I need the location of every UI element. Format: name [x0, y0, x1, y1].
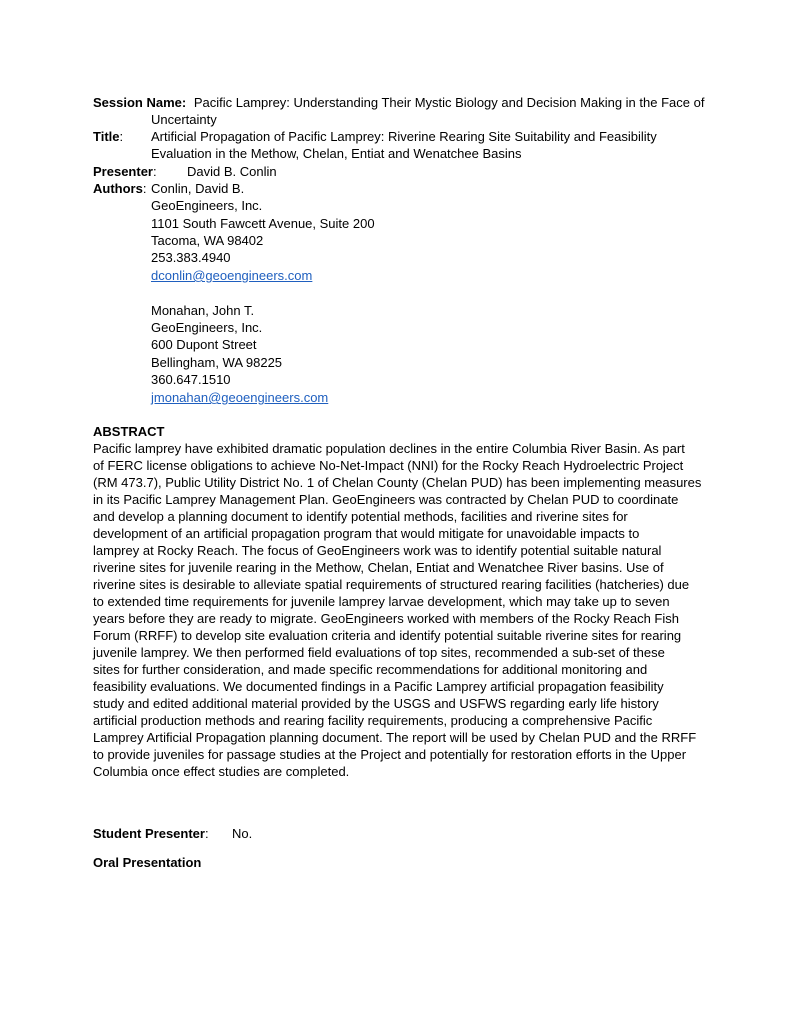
author-organization: GeoEngineers, Inc. — [151, 320, 263, 335]
abstract-line: (RM 473.7), Public Utility District No. 1 of Chelan County (Chelan PUD) has been implementing measures — [93, 475, 702, 490]
presenter-label: Presenter — [93, 164, 153, 179]
abstract-line: Columbia once effect studies are completed. — [93, 764, 350, 779]
authors-label: Authors — [93, 181, 143, 196]
presenter-name: David B. Conlin — [187, 164, 277, 179]
session-name-row — [93, 94, 704, 111]
student-presenter-colon: : — [204, 826, 209, 841]
abstract-line: and develop a planning document to identify potential methods, facilities and riverine sites for — [93, 509, 628, 524]
author-name: Conlin, David B. — [151, 181, 245, 196]
abstract-line: to provide juveniles for passage studies at the Project and potentially for restoration efforts in the Upper — [93, 747, 687, 762]
presentation-format: Oral Presentation — [93, 855, 202, 870]
abstract-line: Lamprey Artificial Propagation planning document. The report will be used by Chelan PUD and the RRFF — [93, 730, 697, 745]
authors-row — [93, 180, 146, 197]
presenter-colon: : — [152, 164, 157, 179]
student-presenter-value: No. — [232, 826, 253, 841]
student-presenter-row — [93, 825, 253, 842]
abstract-line: of FERC license obligations to achieve No-Net-Impact (NNI) for the Rocky Reach Hydroelectric Project — [93, 458, 684, 473]
abstract-line: juvenile lamprey. We then performed field evaluations of top sites, recommended a sub-set of these — [93, 645, 665, 660]
title-colon: : — [119, 129, 124, 144]
abstract-body — [93, 440, 705, 780]
author-email-link[interactable]: dconlin@geoengineers.com — [151, 268, 313, 283]
abstract-line: feasibility evaluations. We documented findings in a Pacific Lamprey artificial propagation feasibility — [93, 679, 664, 694]
author-street: 1101 South Fawcett Avenue, Suite 200 — [151, 216, 375, 231]
session-name-continuation: Uncertainty — [151, 112, 217, 127]
authors-colon: : — [142, 181, 147, 196]
abstract-line: riverine sites for juvenile rearing in the Methow, Chelan, Entiat and Wenatchee River basins. Use of — [93, 560, 664, 575]
author-phone: 360.647.1510 — [151, 372, 231, 387]
title-continuation: Evaluation in the Methow, Chelan, Entiat and Wenatchee Basins — [151, 146, 522, 161]
session-name-label: Session Name: — [93, 95, 187, 110]
abstract-line: sites for further consideration, and made specific recommendations for additional monitoring and — [93, 662, 648, 677]
author-city: Bellingham, WA 98225 — [151, 355, 283, 370]
author-name: Monahan, John T. — [151, 303, 255, 318]
title-label: Title — [93, 129, 120, 144]
abstract-line: Pacific lamprey have exhibited dramatic population declines in the entire Columbia River Basin. As part — [93, 441, 685, 456]
abstract-line: years before they are ready to migrate. GeoEngineers worked with members of the Rocky Reach Fish — [93, 611, 679, 626]
title-row — [93, 128, 123, 145]
author-email-link[interactable]: jmonahan@geoengineers.com — [151, 390, 329, 405]
abstract-line: lamprey at Rocky Reach. The focus of GeoEngineers work was to identify potential suitable natural — [93, 543, 662, 558]
author-phone: 253.383.4940 — [151, 250, 231, 265]
author-street: 600 Dupont Street — [151, 337, 257, 352]
abstract-heading: ABSTRACT — [93, 424, 165, 439]
abstract-line: study and edited additional material provided by the USGS and USFWS regarding early life history — [93, 696, 659, 711]
abstract-line: artificial production methods and rearing facility requirements, producing a comprehensive Pacific — [93, 713, 653, 728]
author-city: Tacoma, WA 98402 — [151, 233, 264, 248]
title-value: Artificial Propagation of Pacific Lamprey: Riverine Rearing Site Suitability and Feasibility — [151, 129, 657, 144]
abstract-line: development of an artificial propagation program that would mitigate for unavoidable impacts to — [93, 526, 640, 541]
abstract-line: Forum (RRFF) to develop site evaluation criteria and identify potential suitable riverine sites for rearing — [93, 628, 682, 643]
abstract-line: riverine sites is desirable to alleviate spatial requirements of structured rearing facilities (hatcheries) due — [93, 577, 690, 592]
author-organization: GeoEngineers, Inc. — [151, 198, 263, 213]
student-presenter-label: Student Presenter — [93, 826, 205, 841]
presenter-row — [93, 163, 277, 180]
abstract-line: in its Pacific Lamprey Management Plan. GeoEngineers was contracted by Chelan PUD to coordinate — [93, 492, 679, 507]
abstract-line: to extended time requirements for juvenile lamprey larvae development, which may take up to seven — [93, 594, 670, 609]
session-name-value: Pacific Lamprey: Understanding Their Mystic Biology and Decision Making in the Face of — [193, 95, 705, 110]
